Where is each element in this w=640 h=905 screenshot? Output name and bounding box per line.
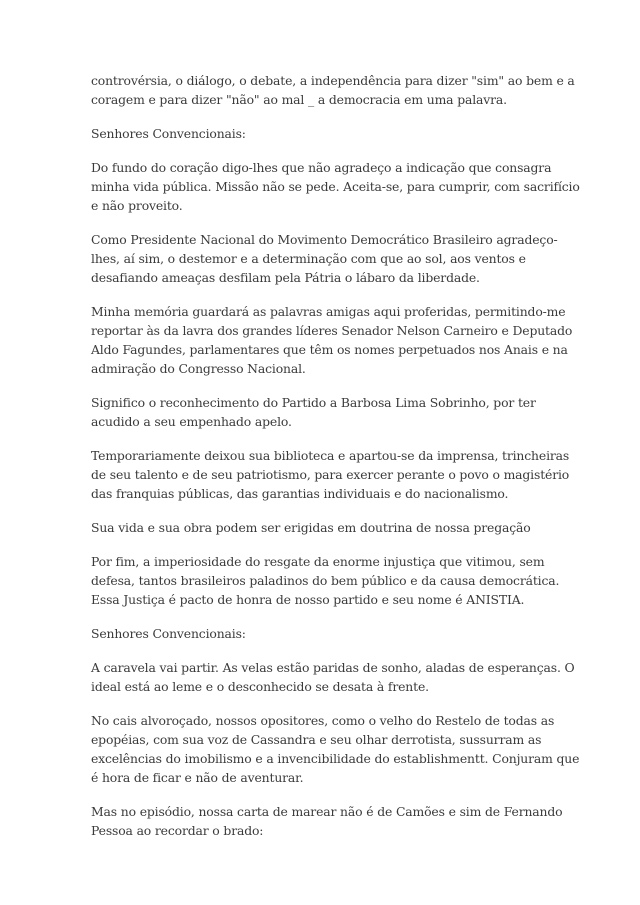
text-line: e não proveito. <box>91 198 183 213</box>
text-line: Como Presidente Nacional do Movimento Democrático Brasileiro agradeço- <box>91 232 558 247</box>
text-line: Sua vida e sua obra podem ser erigidas em doutrina de nossa pregação <box>91 520 531 535</box>
text-line: Por fim, a imperiosidade do resgate da enorme injustiça que vitimou, sem <box>91 554 545 569</box>
paragraph <box>91 802 571 840</box>
text-line: defesa, tantos brasileiros paladinos do bem público e da causa democrática. <box>91 573 560 588</box>
text-line: desafiando ameaças desfilam pela Pátria o lábaro da liberdade. <box>91 270 480 285</box>
text-line: ideal está ao leme e o desconhecido se desata à frente. <box>91 679 429 694</box>
text-line: coragem e para dizer "não" ao mal _ a democracia em uma palavra. <box>91 92 507 107</box>
text-line: de seu talento e de seu patriotismo, para exercer perante o povo o magistério <box>91 467 570 482</box>
text-line: admiração do Congresso Nacional. <box>91 361 306 376</box>
paragraph <box>91 446 571 503</box>
text-line: Mas no episódio, nossa carta de marear não é de Camões e sim de Fernando <box>91 804 563 819</box>
text-line: Essa Justiça é pacto de honra de nosso partido e seu nome é ANISTIA. <box>91 592 525 607</box>
text-line: Minha memória guardará as palavras amigas aqui proferidas, permitindo-me <box>91 304 566 319</box>
paragraph <box>91 552 571 609</box>
paragraph <box>91 658 575 696</box>
paragraph <box>91 71 575 109</box>
text-line: Temporariamente deixou sua biblioteca e apartou-se da imprensa, trincheiras <box>91 448 570 463</box>
text-line: Aldo Fagundes, parlamentares que têm os nomes perpetuados nos Anais e na <box>91 342 568 357</box>
paragraph <box>91 624 571 643</box>
paragraph <box>91 393 571 431</box>
text-line: das franquias públicas, das garantias individuais e do nacionalismo. <box>91 486 509 501</box>
paragraph <box>91 711 580 787</box>
text-line: Significo o reconhecimento do Partido a Barbosa Lima Sobrinho, por ter <box>91 395 536 410</box>
text-line: é hora de ficar e não de aventurar. <box>91 770 304 785</box>
paragraph <box>91 230 571 287</box>
text-line: acudido a seu empenhado apelo. <box>91 414 292 429</box>
paragraph <box>91 302 571 378</box>
text-line: No cais alvoroçado, nossos opositores, como o velho do Restelo de todas as <box>91 713 555 728</box>
document-body <box>91 71 580 855</box>
paragraph <box>91 124 571 143</box>
text-line: reportar às da lavra dos grandes líderes Senador Nelson Carneiro e Deputado <box>91 323 573 338</box>
text-line: Do fundo do coração digo-lhes que não agradeço a indicação que consagra <box>91 160 552 175</box>
text-line: epopéias, com sua voz de Cassandra e seu olhar derrotista, sussurram as <box>91 732 542 747</box>
text-line: controvérsia, o diálogo, o debate, a independência para dizer "sim" ao bem e a <box>91 73 575 88</box>
text-line: excelências do imobilismo e a invencibilidade do establishmentt. Conjuram que <box>91 751 580 766</box>
text-line: Pessoa ao recordar o brado: <box>91 823 264 838</box>
text-line: A caravela vai partir. As velas estão paridas de sonho, aladas de esperanças. O <box>91 660 575 675</box>
text-line: Senhores Convencionais: <box>91 626 246 641</box>
text-line: Senhores Convencionais: <box>91 126 246 141</box>
text-line: lhes, aí sim, o destemor e a determinação com que ao sol, aos ventos e <box>91 251 526 266</box>
text-line: minha vida pública. Missão não se pede. Aceita-se, para cumprir, com sacrifício <box>91 179 580 194</box>
paragraph <box>91 158 580 215</box>
paragraph <box>91 518 571 537</box>
